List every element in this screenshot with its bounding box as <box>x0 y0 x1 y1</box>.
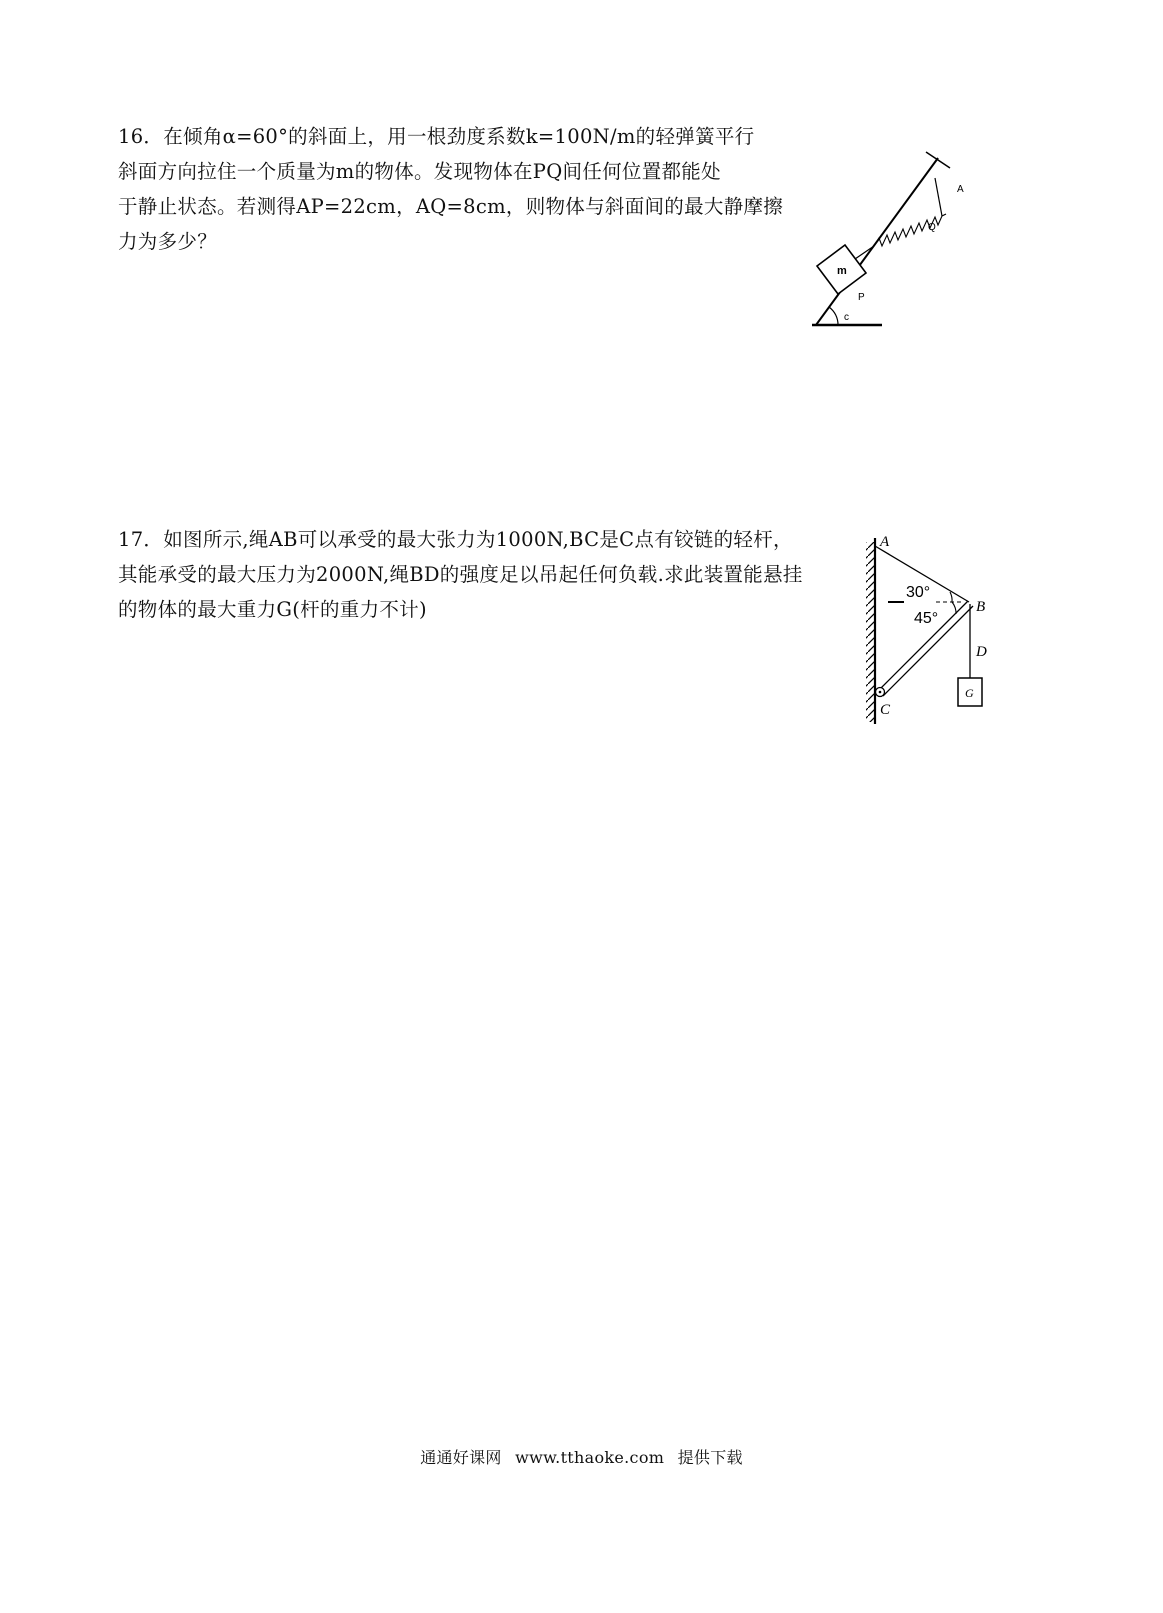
point-c-label: C <box>880 702 891 718</box>
mass-label: m <box>837 265 847 277</box>
rope-rod-diagram <box>852 532 1012 732</box>
footer-suffix: 提供下载 <box>677 1448 743 1467</box>
problem-16 <box>118 119 783 259</box>
problem-17-line-2: 其能承受的最大压力为2000N,绳BD的强度足以吊起任何负载.求此装置能悬挂 <box>118 563 803 586</box>
problem-16-line-3: 于静止状态。若测得AP=22cm，AQ=8cm，则物体与斜面间的最大静摩擦 <box>118 195 784 218</box>
spring-anchor-line <box>935 178 942 216</box>
angle-arc-45 <box>952 602 956 614</box>
angle-45-label: 45° <box>914 610 939 627</box>
angle-label: c <box>844 312 849 323</box>
point-p-label: P <box>858 292 865 303</box>
point-d-label: D <box>976 644 987 660</box>
incline-end-cap <box>926 152 950 168</box>
rope-rod-figure <box>852 532 1012 732</box>
point-a-label: A <box>957 184 964 195</box>
footer-site-name: 通通好课网 <box>420 1448 502 1467</box>
footer-url: www.tthaoke.com <box>515 1448 665 1467</box>
incline-spring-diagram <box>808 150 998 335</box>
angle-arc <box>829 307 838 325</box>
load-label: G <box>965 686 974 700</box>
problem-16-line-1: 16．在倾角α=60°的斜面上，用一根劲度系数k=100N/m的轻弹簧平行 <box>118 125 755 148</box>
angle-arc-30 <box>950 592 952 602</box>
problem-16-line-4: 力为多少？ <box>118 230 218 253</box>
point-q-label: Q <box>928 222 936 233</box>
incline-spring-figure <box>808 150 998 335</box>
problem-17-line-3: 的物体的最大重力G(杆的重力不计) <box>118 598 427 621</box>
page-footer <box>0 1445 1163 1468</box>
problem-17-line-1: 17．如图所示,绳AB可以承受的最大张力为1000N,BC是C点有铰链的轻杆， <box>118 528 793 551</box>
problem-17 <box>118 522 803 627</box>
angle-30-label: 30° <box>906 584 931 601</box>
point-b-label: B <box>976 599 986 615</box>
point-a-label: A <box>880 534 890 550</box>
wall-hatch <box>866 542 875 722</box>
problem-16-line-2: 斜面方向拉住一个质量为m的物体。发现物体在PQ间任何位置都能处 <box>118 160 721 183</box>
